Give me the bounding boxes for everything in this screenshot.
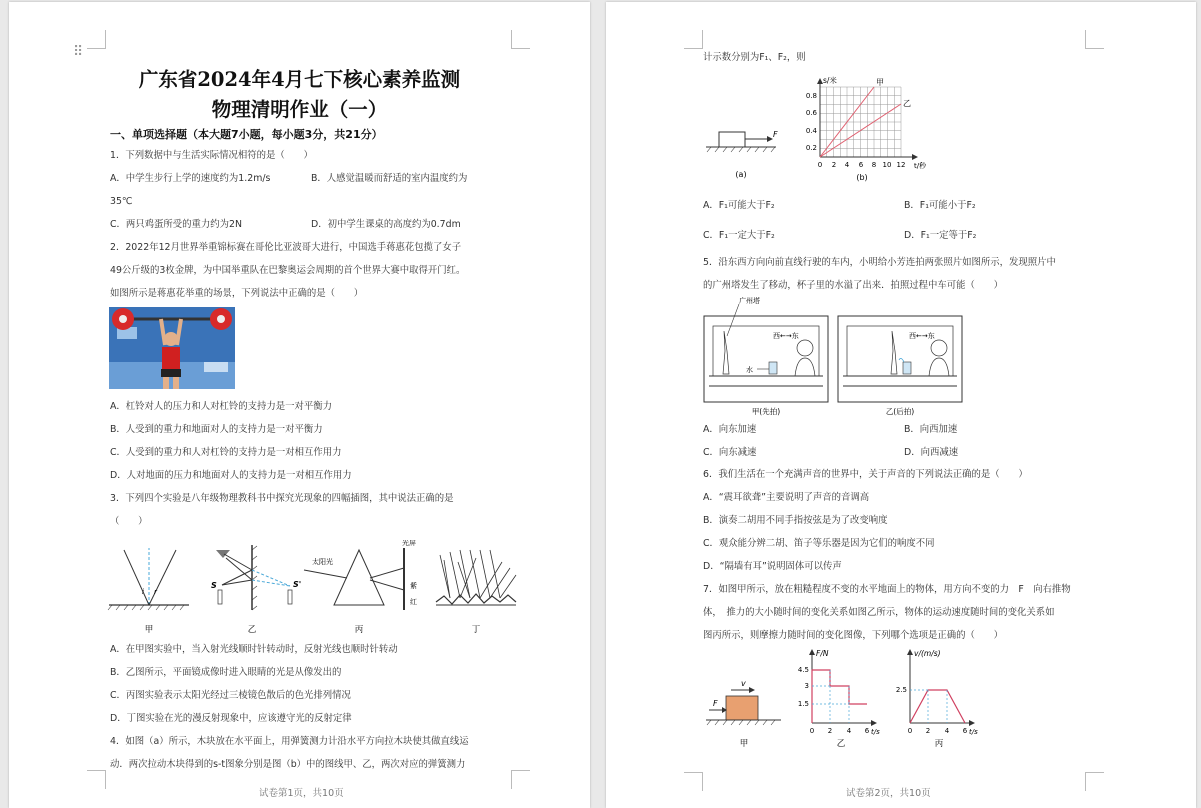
page-1 xyxy=(9,2,590,808)
q2-line2: 49公斤级的3枚金牌，为中国举重队在巴黎奥运会周期的首个世界大赛中取得开门红。 xyxy=(110,265,466,276)
q3-label-ding: 丁 xyxy=(471,625,481,635)
q7-line2: 体， 推力的大小随时间的变化关系如图乙所示，物体的运动速度随时间的变化关系如 xyxy=(703,607,1055,618)
q4-option-c: C．F₁一定大于F₂ xyxy=(703,230,775,241)
q3-figure-yi xyxy=(211,545,301,635)
q7-v-ylabel: v/(m/s) xyxy=(914,649,941,658)
q3-option-d: D．丁图实验在光的漫反射现象中，应该遵守光的反射定律 xyxy=(110,713,352,724)
q2-option-a: A．杠铃对人的压力和人对杠铃的支持力是一对平衡力 xyxy=(110,401,333,412)
q4-option-a: A．F₁可能大于F₂ xyxy=(703,200,775,211)
q5-photo-first xyxy=(704,296,828,416)
q5-dir-label-2: 西←→东 xyxy=(909,332,935,340)
st-label-yi: 乙 xyxy=(903,99,911,108)
crop-mark xyxy=(684,772,703,791)
st-label-jia: 甲 xyxy=(876,78,884,87)
q4-fig-b-label: (b) xyxy=(856,173,868,182)
q7-f-xtick: 2 xyxy=(827,727,833,735)
st-xtick: 4 xyxy=(844,161,850,169)
q7-f-xtick: 4 xyxy=(846,727,852,735)
q5-tower-label: 广州塔 xyxy=(739,297,760,305)
st-ytick: 0.6 xyxy=(805,109,817,117)
q4-fig-a-label: (a) xyxy=(735,170,747,179)
crop-mark xyxy=(511,30,530,49)
q4-figure-a xyxy=(701,122,781,182)
st-ylabel: s/米 xyxy=(823,76,837,85)
crop-mark xyxy=(1085,772,1104,791)
q3-line1: 3．下列四个实验是八年级物理教科书中探究光现象的四幅插图，其中说法正确的是 xyxy=(110,493,454,504)
q1-option-c: C．两只鸡蛋所受的重力约为2N xyxy=(110,219,243,230)
q1-stem: 1．下列数据中与生活实际情况相符的是（ ） xyxy=(110,150,313,161)
q7-f-ytick: 4.5 xyxy=(797,666,809,674)
page-subtitle: 物理清明作业（一） xyxy=(211,98,388,121)
q7-figure-bing-chart xyxy=(896,649,978,749)
q7-v-tlabel: t/s xyxy=(969,728,978,736)
q3-option-a: A．在甲图实验中，当入射光线顺时针转动时，反射光线也顺时针转动 xyxy=(110,644,398,655)
q5-option-a: A．向东加速 xyxy=(703,424,757,435)
q3-label-jia: 甲 xyxy=(144,625,154,635)
q7-f-ylabel: F/N xyxy=(816,649,829,658)
q7-label-jia: 甲 xyxy=(739,739,749,749)
q2-option-c: C．人受到的重力和人对杠铃的支持力是一对相互作用力 xyxy=(110,447,342,458)
q7-f-xtick: 0 xyxy=(809,727,815,735)
crop-mark xyxy=(87,770,106,789)
q5-option-c: C．向东减速 xyxy=(703,447,757,458)
q3-option-c: C．丙图实验表示太阳光经过三棱镜色散后的色光排列情况 xyxy=(110,690,351,701)
q4-line2: 动．两次拉动木块得到的s-t图象分别是图（b）中的图线甲、乙，两次对应的弹簧测力 xyxy=(110,759,466,770)
q5-dir-label: 西←→东 xyxy=(773,332,799,340)
drag-handle-icon[interactable]: ⠿ xyxy=(73,44,82,60)
svg-text:r: r xyxy=(154,588,157,596)
q7-figures xyxy=(701,648,1001,752)
q3-option-b: B．乙图所示，平面镜成像时进入眼睛的光是从像发出的 xyxy=(110,667,342,678)
q1-option-a: A．中学生步行上学的速度约为1.2m/s xyxy=(110,173,271,184)
q6-stem: 6．我们生活在一个充满声音的世界中，关于声音的下列说法正确的是（ ） xyxy=(703,469,1028,480)
q6-option-c: C．观众能分辨二胡、笛子等乐器是因为它们的响度不同 xyxy=(703,538,935,549)
q3-label-sun: 太阳光 xyxy=(312,558,333,566)
q7-figure-jia xyxy=(706,679,781,749)
q7-v-xtick: 4 xyxy=(944,727,950,735)
st-xtick: 12 xyxy=(896,161,906,169)
q1-option-b: B．人感觉温暖而舒适的室内温度约为 xyxy=(311,173,468,184)
q7-f-ytick: 1.5 xyxy=(797,700,809,708)
q7-v-ytick: 2.5 xyxy=(895,686,907,694)
st-xtick: 6 xyxy=(858,161,864,169)
q7-v-xtick: 2 xyxy=(925,727,931,735)
q7-label-bing: 丙 xyxy=(934,739,944,749)
q5-caption-2: 乙(后拍) xyxy=(885,407,915,416)
q2-option-d: D．人对地面的压力和地面对人的支持力是一对相互作用力 xyxy=(110,470,352,481)
q2-line1: 2．2022年12月世界举重锦标赛在哥伦比亚波哥大进行，中国选手蒋惠花包揽了女子 xyxy=(110,242,462,253)
page-title: 广东省2024年4月七下核心素养监测 xyxy=(138,68,461,91)
q4-option-b: B．F₁可能小于F₂ xyxy=(904,200,976,211)
st-xlabel: t/秒 xyxy=(914,162,927,170)
q3-figure-jia xyxy=(108,548,189,635)
q4-st-chart xyxy=(796,74,946,184)
st-xtick: 2 xyxy=(831,161,837,169)
q7-f-ytick: 3 xyxy=(804,682,809,690)
q5-caption-1: 甲(先拍) xyxy=(751,407,781,416)
q5-line2: 的广州塔发生了移动，杯子里的水溢了出来．拍照过程中车可能（ ） xyxy=(703,280,1004,291)
q3-label-purple: 紫 xyxy=(410,582,417,590)
q7-f-xtick: 6 xyxy=(864,727,870,735)
st-ytick: 0.4 xyxy=(805,127,817,135)
q3-figure-ding xyxy=(436,550,516,635)
q7-f-tlabel: t/s xyxy=(871,728,880,736)
q2-option-b: B．人受到的重力和地面对人的支持力是一对平衡力 xyxy=(110,424,323,435)
q6-option-b: B．演奏二胡用不同手指按弦是为了改变响度 xyxy=(703,515,888,526)
q7-v-arrow-label: v xyxy=(741,679,746,688)
q3-label-s: S xyxy=(211,581,217,590)
q3-label-bing: 丙 xyxy=(354,625,364,635)
q5-photo-second xyxy=(838,316,962,416)
q7-f-arrow-label: F xyxy=(713,699,718,708)
q5-figures xyxy=(703,296,963,418)
st-xtick: 8 xyxy=(871,161,877,169)
st-xtick: 0 xyxy=(817,161,823,169)
q3-figure-bing xyxy=(304,540,417,635)
q2-line3: 如图所示是蒋惠花举重的场景，下列说法中正确的是（ ） xyxy=(110,288,364,299)
q4-continuation: 计示数分别为F₁、F₂，则 xyxy=(703,52,806,63)
q1-option-d: D．初中学生课桌的高度约为0.7dm xyxy=(311,219,461,230)
q4-force-label: F xyxy=(773,130,778,139)
q7-line3: 图丙所示，则摩擦力随时间的变化图像，下列哪个选项是正确的（ ） xyxy=(703,630,1004,641)
q4-option-d: D．F₁一定等于F₂ xyxy=(904,230,977,241)
q1-option-b-cont: 35℃ xyxy=(110,196,133,207)
weightlifter-photo xyxy=(109,307,235,389)
crop-mark xyxy=(1085,30,1104,49)
q7-v-xtick: 0 xyxy=(907,727,913,735)
st-xtick: 10 xyxy=(882,161,892,169)
crop-mark xyxy=(87,30,106,49)
q6-option-a: A．“震耳欲聋”主要说明了声音的音调高 xyxy=(703,492,870,503)
q4-line1: 4．如图（a）所示，木块放在水平面上，用弹簧测力计沿水平方向拉木块使其做直线运 xyxy=(110,736,469,747)
q5-line1: 5．沿东西方向向前直线行驶的车内，小明给小芳连拍两张照片如图所示，发现照片中 xyxy=(703,257,1056,268)
svg-text:i: i xyxy=(142,588,144,596)
q3-line2: （ ） xyxy=(110,516,148,527)
q6-option-d: D．“隔墙有耳”说明固体可以传声 xyxy=(703,561,842,572)
q7-label-yi: 乙 xyxy=(836,739,846,749)
q3-label-screen: 光屏 xyxy=(402,540,416,547)
section-heading: 一、单项选择题（本大题7小题，每小题3分，共21分） xyxy=(110,128,383,141)
page-footer: 试卷第1页，共10页 xyxy=(259,788,344,799)
q3-label-s-prime: S' xyxy=(293,580,302,589)
q7-v-xtick: 6 xyxy=(962,727,968,735)
crop-mark xyxy=(511,770,530,789)
q5-option-d: D．向西减速 xyxy=(904,447,959,458)
q7-line1: 7．如图甲所示，放在粗糙程度不变的水平地面上的物体，用方向不变的力 F 向右推物 xyxy=(703,584,1071,595)
q7-figure-yi-chart xyxy=(798,649,880,749)
st-ytick: 0.2 xyxy=(805,144,817,152)
q3-figures xyxy=(104,540,524,640)
st-ytick: 0.8 xyxy=(805,92,817,100)
crop-mark xyxy=(684,30,703,49)
page-2 xyxy=(606,2,1196,808)
q5-water-label: 水 xyxy=(746,366,753,374)
page-footer-2: 试卷第2页，共10页 xyxy=(846,788,931,799)
q3-label-red: 红 xyxy=(410,598,417,606)
q3-label-yi: 乙 xyxy=(247,625,257,635)
q5-option-b: B．向西加速 xyxy=(904,424,958,435)
